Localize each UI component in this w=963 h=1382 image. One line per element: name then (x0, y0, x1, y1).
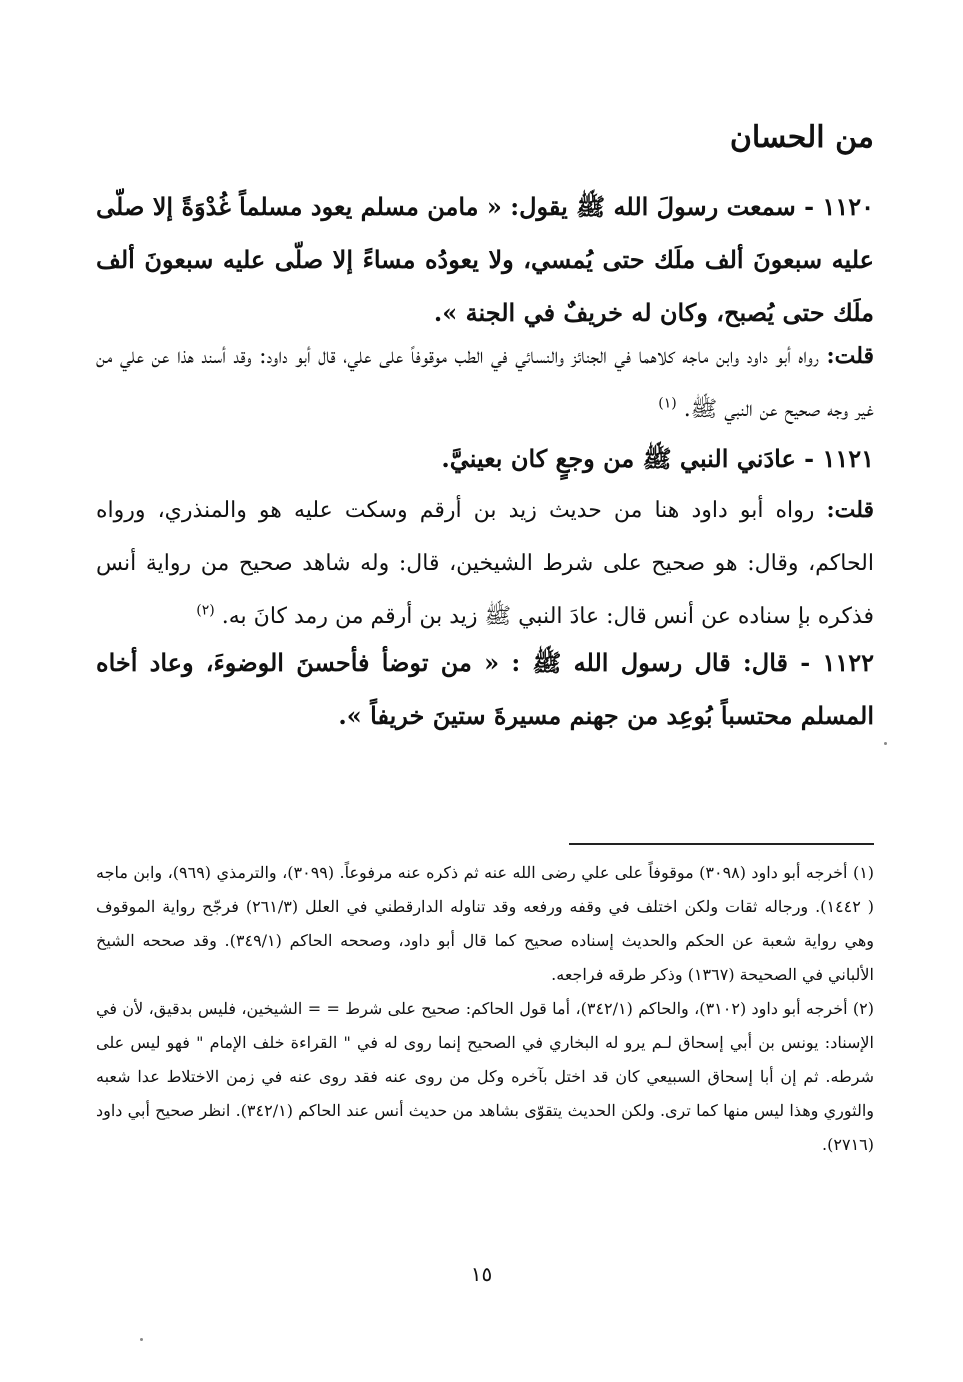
page-number: ١٥ (470, 1262, 493, 1286)
scan-speck (140, 1338, 143, 1341)
hadith-1121-text: ١١٢١ - عادَني النبي ﷺ من وجعٍ كان بعينيَّ. (441, 444, 874, 473)
footnote-1: (١) أخرجه أبو داود (٣٠٩٨) موقوفاً على علي رضى الله عنه ثم ذكره عنه مرفوعاً. (٣٠٩٩)، والترمذي (٩٦٩)، وابن ماجه ( ١٤٤٢). ورجاله ثقات ولكن اختلف في وقفه ورفعه وقد تناوله الدارقطني في العلل (٢٦١/٣) فرجّح رواية الموقوف وهي رواية شعبة عن الحكم والحديث إسناده صحيح كما قال أبو داود، وصححه الحاكم (٣٤٩/١). وقد صححه الشيخ الألباني في الصحيحة (١٣٦٧) وذكر طرقه فراجعه. (96, 863, 875, 984)
footnote-ref: (١) (658, 395, 677, 412)
commentary-1121 (96, 484, 874, 643)
commentary-text: رواه أبو داود هنا من حديث زيد بن أرقم وسكت عليه هو والمنذري، ورواه الحاكم، وقال: هو صحيح على شرط الشيخين، قال: وله شاهد صحيح من رواية أنس فذكره بإ سناده عن أنس قال: عادَ النبي ﷺ زيد بن أرقم من رمد كانَ به. (96, 498, 874, 629)
page (96, 0, 874, 1382)
footnote-ref: (٢) (196, 602, 215, 619)
footnote-separator (569, 843, 874, 845)
commentary-text: رواه أبو داود وابن ماجه كلاهما في الجنائز والنسائي في الطب موقوفاً على علي، قال أبو داود: وقد أسند هذا عن علي من غير وجه صحيح عن النبي ﷺ. (96, 344, 874, 422)
commentary-1120 (96, 330, 874, 436)
hadith-1122 (96, 636, 874, 742)
section-title: من الحسان (729, 120, 874, 155)
footnotes (96, 856, 874, 1162)
hadith-1121 (96, 432, 874, 485)
commentary-label: قلت: (826, 343, 874, 369)
commentary-label: قلت: (826, 497, 874, 523)
scan-speck (884, 742, 887, 745)
hadith-1122-text: ١١٢٢ - قال: قال رسول الله ﷺ : « من توضأ فأحسنَ الوضوءَ، وعاد أخاه المسلم محتسباً بُوعِد من جهنم مسيرةَ ستينَ خريفاً ». (96, 648, 874, 730)
footnote-2: (٢) أخرجه أبو داود (٣١٠٢)، والحاكم (٣٤٢/١)، أما قول الحاكم: صحيح على شرط = = الشيخين، فليس بدقيق، لأن في الإسناد: يونس بن أبي إسحاق لـم يرو له البخاري في الصحيح إنما روى له في " القراءة خلف الإمام " فهو ليس على شرطه. ثم إن أبا إسحاق السبيعي كان قد اختل بآخره وكل من روى عنه فقد روى عنه في زمن الاختلاط عدا شعبه والثوري وهذا ليس منها كما ترى. ولكن الحديث يتقوّى بشاهد من حديث أنس عند الحاكم (٣٤٢/١). انظر صحيح أبي داود (٢٧١٦). (96, 999, 875, 1154)
hadith-1120 (96, 180, 874, 339)
hadith-1120-text: ١١٢٠ - سمعت رسولَ الله ﷺ يقول: « مامن مسلم يعود مسلماً غُدْوَةً إلا صلّى عليه سبعونَ ألف ملَك حتى يُمسي، ولا يعودُه مساءً إلا صلّى عليه سبعونَ ألف ملَك حتى يُصبح، وكان له خريفٌ في الجنة ». (96, 192, 874, 327)
